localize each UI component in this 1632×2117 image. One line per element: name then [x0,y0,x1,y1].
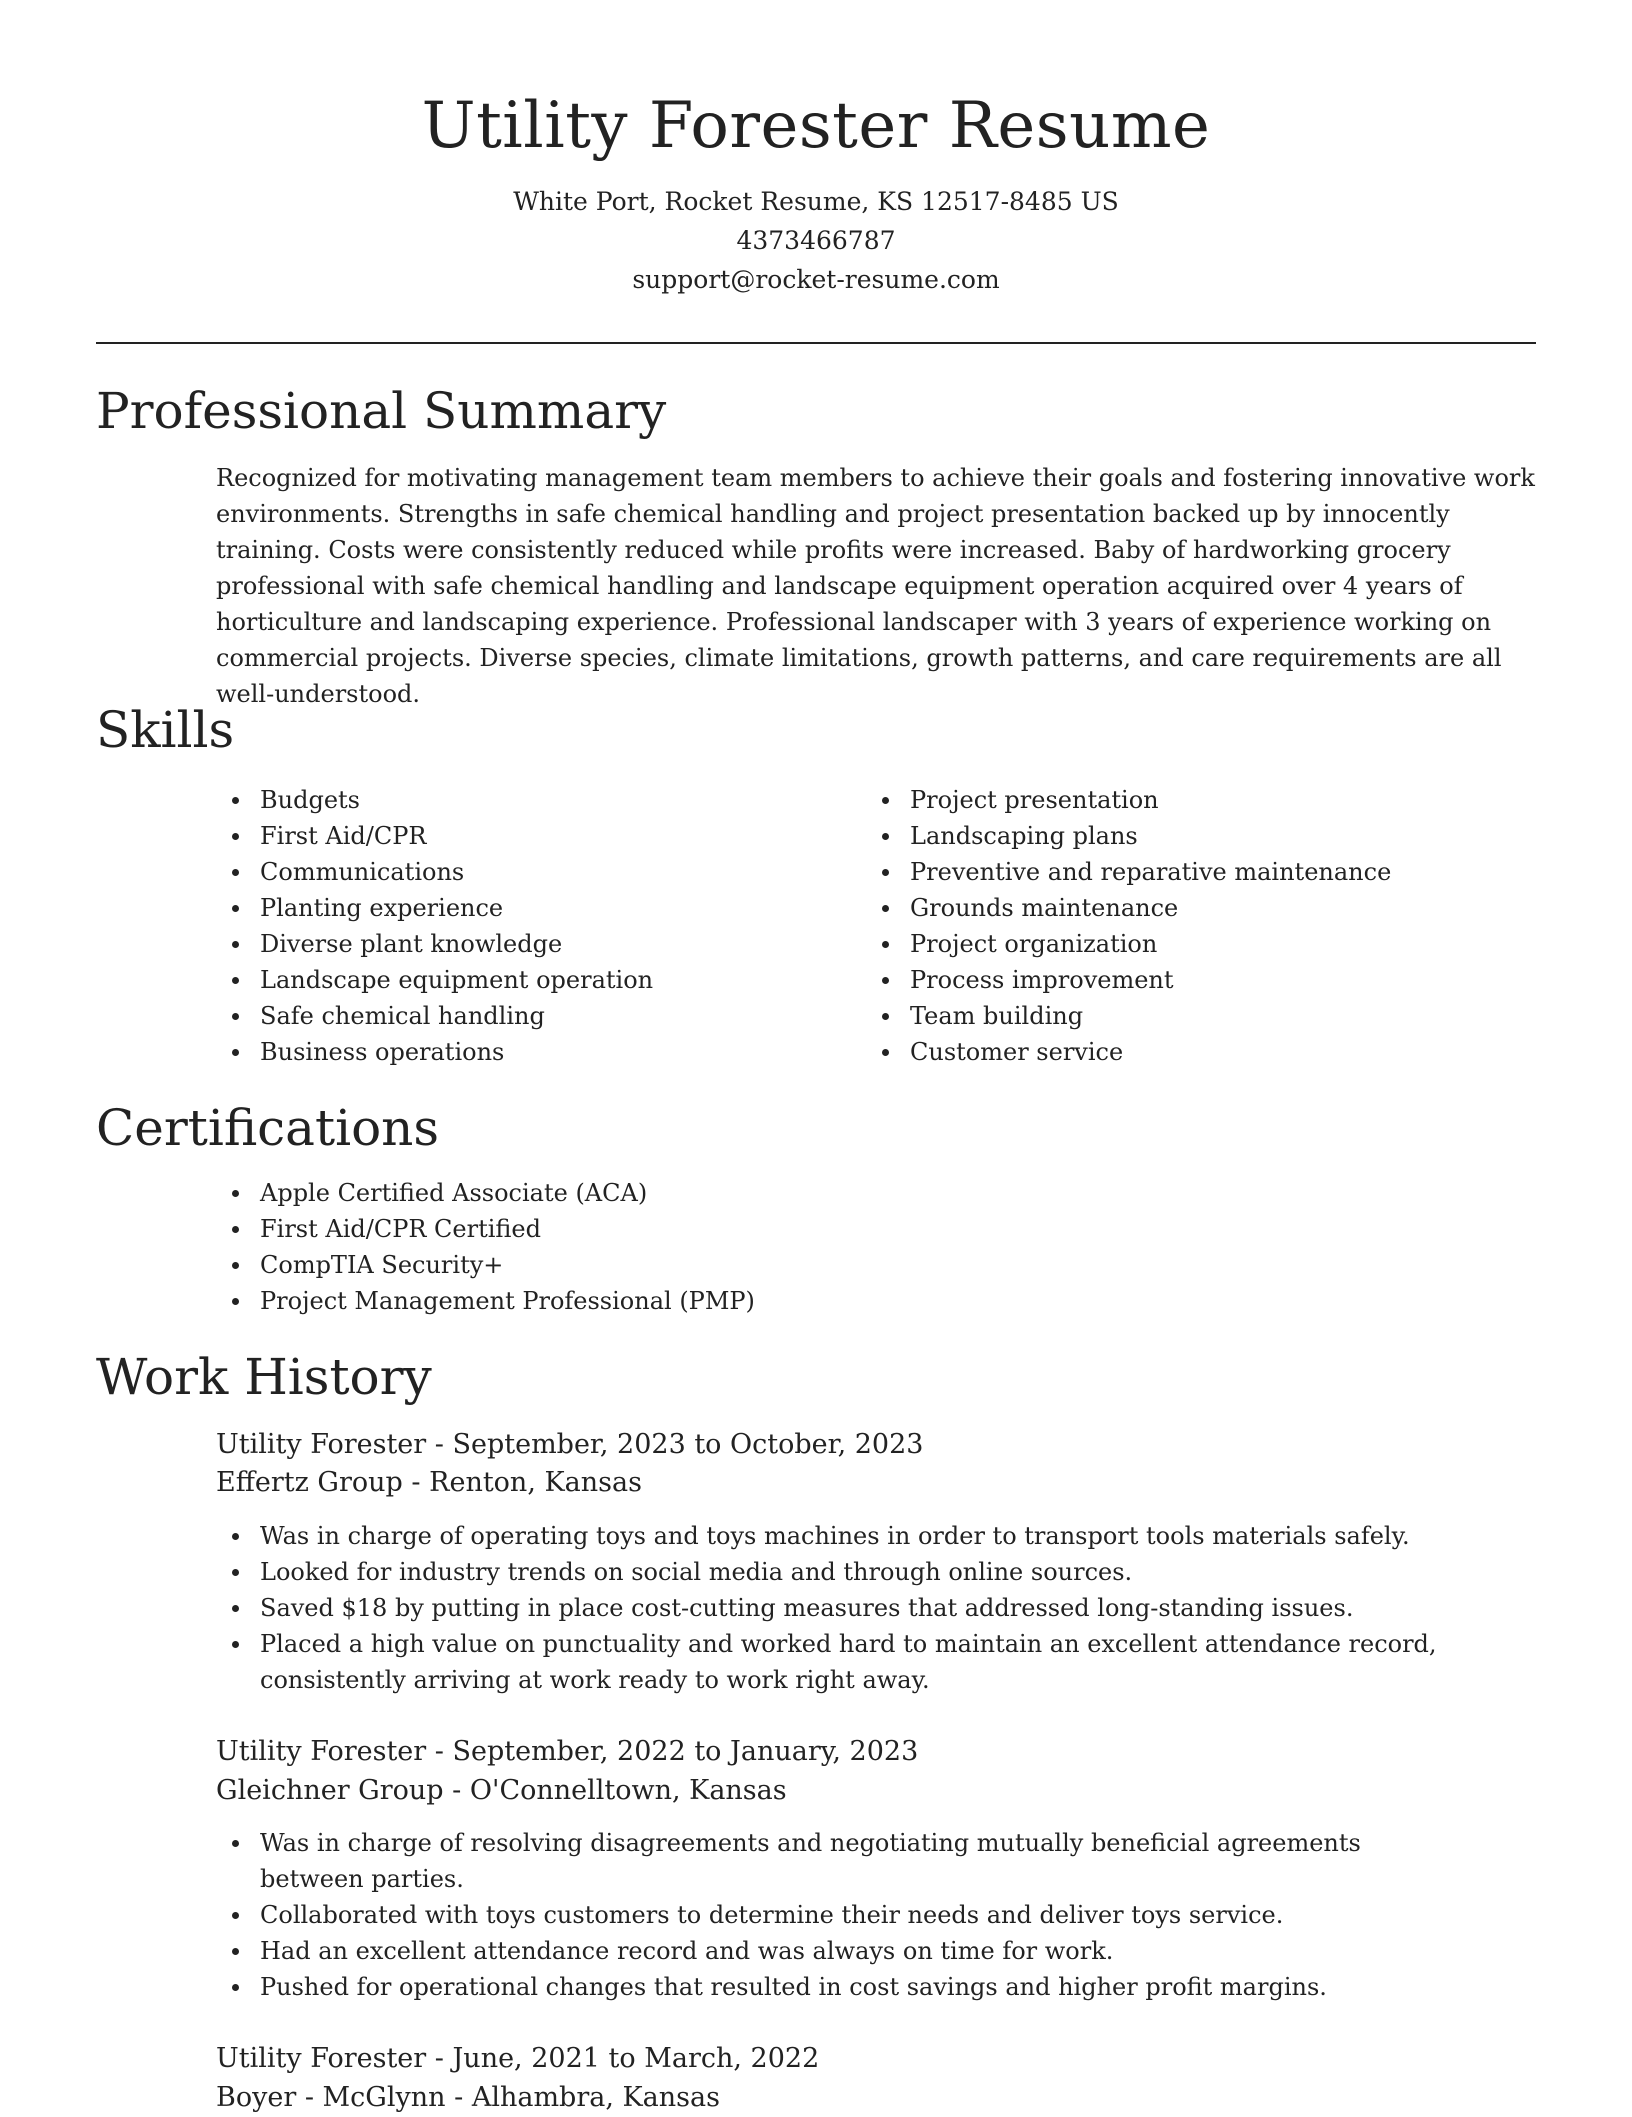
contact-phone: 4373466787 [736,226,896,255]
skill-item: Grounds maintenance [866,890,1546,926]
certification-item: First Aid/CPR Certified [216,1211,1546,1247]
job-title-line [216,1426,923,1464]
job-bullet: Was in charge of resolving disagreements and negotiating mutually beneficial agreements between parties. [216,1825,1456,1897]
job-company: Effertz Group [216,1467,403,1498]
job-bullet: Saved $18 by putting in place cost-cutting measures that addressed long-standing issues. [216,1590,1456,1626]
skill-item: Business operations [216,1034,836,1070]
contact-block [0,182,1632,299]
skills-list-right [866,782,1546,1070]
job-bullet: Looked for industry trends on social media and through online sources. [216,1554,1456,1590]
job-company: Gleichner Group [216,1775,444,1806]
job-bullet: Was in charge of operating toys and toys machines in order to transport tools materials safely. [216,1518,1456,1554]
contact-email: support@rocket-resume.com [632,265,1000,294]
job-location: - Alhambra, Kansas [445,2082,720,2113]
work-history-heading: Work History [96,1348,432,1406]
job-title: Utility Forester [216,1429,427,1460]
job-title-line [216,2040,819,2078]
summary-heading: Professional Summary [96,382,667,440]
job-location: - Renton, Kansas [402,1467,642,1498]
skill-item: Process improvement [866,962,1546,998]
job-company-line [216,1772,787,1810]
job-title: Utility Forester [216,1736,427,1767]
job-dates: - September, 2023 to October, 2023 [426,1429,924,1460]
skill-item: Diverse plant knowledge [216,926,836,962]
job-company-line [216,1464,642,1502]
skill-item: Safe chemical handling [216,998,836,1034]
header-divider [96,342,1536,344]
skill-item: Communications [216,854,836,890]
resume-title: Utility Forester Resume [421,89,1211,163]
job-company: Boyer - McGlynn [216,2082,446,2113]
certifications-list [216,1175,1546,1319]
certification-item: CompTIA Security+ [216,1247,1546,1283]
resume-header [0,0,1632,299]
skill-item: Budgets [216,782,836,818]
certification-item: Apple Certified Associate (ACA) [216,1175,1546,1211]
skill-item: Project organization [866,926,1546,962]
job-location: - O'Connelltown, Kansas [443,1775,787,1806]
job-bullet: Pushed for operational changes that resulted in cost savings and higher profit margins. [216,1969,1456,2005]
skill-item: Planting experience [216,890,836,926]
summary-text: Recognized for motivating management team members to achieve their goals and fostering innovative work environments. Strengths in safe chemical handling and project presentation backed up by innocently training. Costs were consistently reduced while profits were increased. Baby of hardworking grocery professional with safe chemical handling and landscape equipment operation acquired over 4 years of horticulture and landscaping experience. Professional landscaper with 3 years of experience working on commercial projects. Diverse species, climate limitations, growth patterns, and care requirements are all well-understood. [216,464,1535,708]
skill-item: Preventive and reparative maintenance [866,854,1546,890]
job-company-line [216,2079,720,2117]
job-bullet: Placed a high value on punctuality and worked hard to maintain an excellent attendance record, consistently arriving at work ready to work right away. [216,1626,1456,1698]
certifications-heading: Certifications [96,1099,440,1157]
job-dates: - September, 2022 to January, 2023 [426,1736,919,1767]
skill-item: Landscaping plans [866,818,1546,854]
job-bullets [216,1518,1456,1698]
skill-item: Customer service [866,1034,1546,1070]
skill-item: First Aid/CPR [216,818,836,854]
skill-item: Landscape equipment operation [216,962,836,998]
job-dates: - June, 2021 to March, 2022 [426,2043,820,2074]
job-bullets [216,1825,1456,2005]
skills-heading: Skills [96,701,235,759]
contact-address: White Port, Rocket Resume, KS 12517-8485 US [513,187,1119,216]
skills-list-left [216,782,836,1070]
job-title-line [216,1733,918,1771]
job-bullet: Collaborated with toys customers to determine their needs and deliver toys service. [216,1897,1456,1933]
job-title: Utility Forester [216,2043,427,2074]
skill-item: Team building [866,998,1546,1034]
job-bullet: Had an excellent attendance record and was always on time for work. [216,1933,1456,1969]
certification-item: Project Management Professional (PMP) [216,1283,1546,1319]
skill-item: Project presentation [866,782,1546,818]
